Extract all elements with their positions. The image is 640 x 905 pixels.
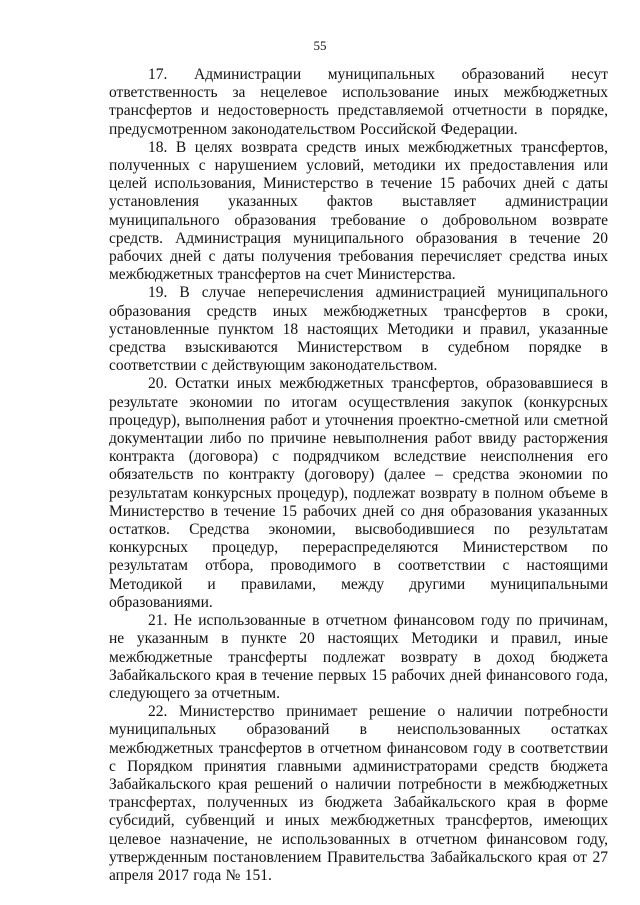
paragraph-21: 21. Не использованные в отчетном финансовом году по причинам, не указанным в пункте 20 настоящих Методики и правил, иные межбюджетные трансферты подлежат возврату в доход бюджета Забайкальского края в течение первых 15 рабочих дней финансового года, следующего за отчетным.: [109, 612, 608, 702]
paragraph-22: 22. Министерство принимает решение о наличии потребности муниципальных образований в неиспользованных остатках межбюджетных трансфертов в отчетном финансовом году в соответствии с Порядком принятия главными администраторами средств бюджета Забайкальского края решений о наличии потребности в межбюджетных трансфертах, полученных из бюджета Забайкальского края в форме субсидий, субвенций и иных межбюджетных трансфертов, имеющих целевое назначение, не использованных в отчетном финансовом году, утвержденным постановлением Правительства Забайкальского края от 27 апреля 2017 года № 151.: [109, 703, 608, 884]
paragraph-18: 18. В целях возврата средств иных межбюджетных трансфертов, полученных с нарушением условий, методики их предоставления или целей использования, Министерство в течение 15 рабочих дней с даты установления указанных фактов выставляет администрации муниципального образования требование о добровольном возврате средств. Администрация муниципального образования в течение 20 рабочих дней с даты получения требования перечисляет средства иных межбюджетных трансфертов на счет Министерства.: [109, 138, 608, 284]
paragraph-17: 17. Администрации муниципальных образований несут ответственность за нецелевое использование иных межбюджетных трансфертов и недостоверность представляемой отчетности в порядке, предусмотренном законодательством Российской Федерации.: [109, 66, 608, 138]
page-number: 55: [313, 38, 327, 53]
paragraph-19: 19. В случае неперечисления администрацией муниципального образования средств иных межбюджетных трансфертов в сроки, установленные пунктом 18 настоящих Методики и правил, указанные средства взыскиваются Министерством в судебном порядке в соответствии с действующим законодательством.: [109, 284, 608, 375]
document-body: [109, 66, 608, 885]
paragraph-20: 20. Остатки иных межбюджетных трансфертов, образовавшиеся в результате экономии по итогам осуществления закупок (конкурсных процедур), выполнения работ и уточнения проектно-сметной или сметной документации либо по причине невыполнения работ ввиду расторжения контракта (договора) с подрядчиком вследствие неисполнения его обязательств по контракту (договору) (далее – средства экономии по результатам конкурсных процедур), подлежат возврату в полном объеме в Министерство в течение 15 рабочих дней со дня образования указанных остатков. Средства экономии, высвободившиеся по результатам конкурсных процедур, перераспределяются Министерством по результатам отбора, проводимого в соответствии с настоящими Методикой и правилами, между другими муниципальными образованиями.: [109, 375, 608, 611]
